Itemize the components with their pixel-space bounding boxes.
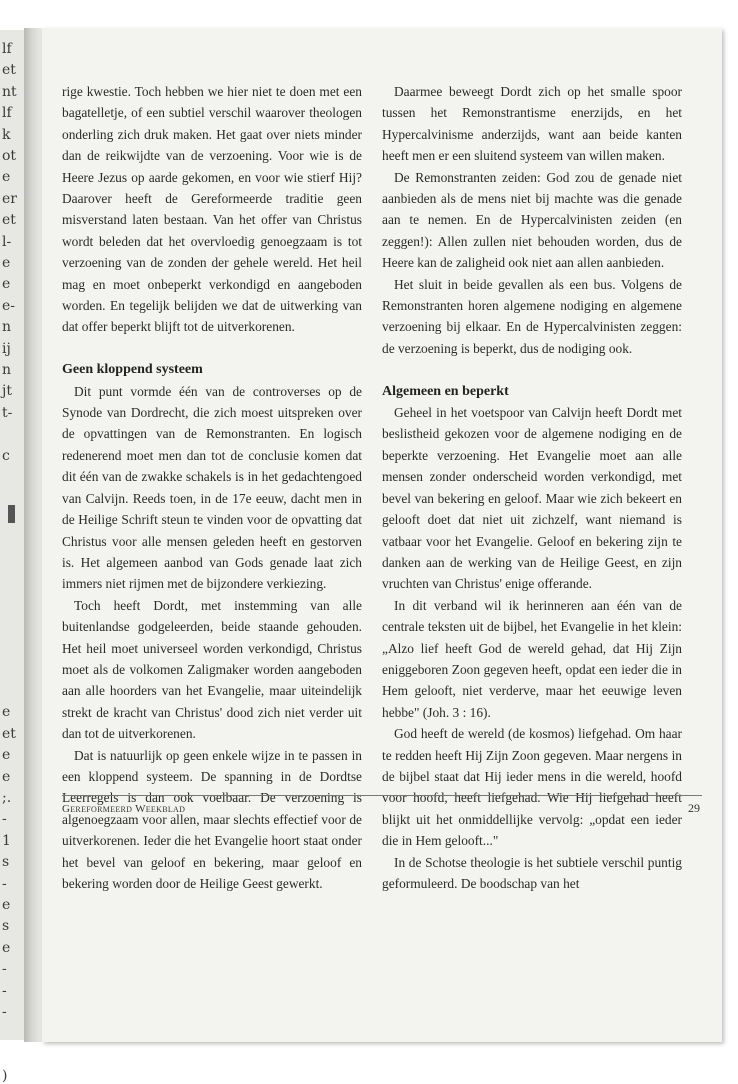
body-paragraph: Daarmee beweegt Dordt zich op het smalle spoor tussen het Remonstrantisme enerzijds, en het Hypercalvinisme anderzijds, want aan beide kanten heeft men er een sluitend systeem van willen maken. <box>382 84 682 164</box>
previous-page-text-fragment: ot <box>2 148 17 164</box>
previous-page-text-fragment: jt <box>2 383 12 400</box>
previous-page-text-fragment: l- <box>2 233 12 250</box>
publication-name: Gereformeerd Weekblad <box>62 803 186 815</box>
body-paragraph: Dat is natuurlijk op geen enkele wijze in te passen in een kloppend systeem. De spanning in de Dordtse Leerregels is dan ook voelbaar. De verzoening is algenoegzaam voor allen, maar slechts effectief voor de uitverkorenen. Ieder die het Evangelie hoort staat onder het bevel van geloof en bekering, maar geloof en bekering worden door de Heilige Geest gewerkt. <box>62 747 362 892</box>
previous-page-text-fragment: e <box>2 768 11 785</box>
previous-page-text-fragment: t- <box>2 404 13 421</box>
section-heading-algemeen-en-beperkt: Algemeen en beperkt <box>382 383 509 399</box>
previous-page-text-fragment: er <box>2 190 17 207</box>
previous-page-text-fragment: lf <box>2 105 12 122</box>
previous-page-text-fragment: s <box>2 854 10 871</box>
opening-paragraph: rige kwestie. Toch hebben we hier niet te doen met een bagatelletje, of een subtiel verschil waarover theologen onderling zich druk maken. Het gaat over niets minder dan de reikwijdte van de verzoening. Voor wie is de Heere Jezus op aarde gekomen, en voor wie stierf Hij? Daarover heeft de Gereformeerde traditie geen misverstand laten bestaan. Van het offer van Christus wordt beleden dat het overvloedig genoegzaam is tot verzoening van de zonden der gehele wereld. Het heil mag en moet onbeperkt verkondigd en aangeboden worden. En tegelijk belijden we dat de uitwerking van dat offer beperkt blijft tot de uitverkorenen. <box>62 84 362 335</box>
body-paragraph: Het sluit in beide gevallen als een bus. Volgens de Remonstranten horen algemene nodiging en algemene verzoening bij elkaar. En de Hypercalvinisten zeggen: de verzoening is beperkt, dus de nodiging ook. <box>382 276 682 356</box>
previous-page-text-fragment: - <box>2 1004 7 1020</box>
previous-page-text-fragment: - <box>2 982 7 999</box>
previous-page-text-fragment: et <box>2 212 16 229</box>
previous-page-text-fragment: ;. <box>2 790 12 806</box>
previous-page-text-fragment: c <box>2 447 10 464</box>
previous-page-text-fragment: e <box>2 939 11 956</box>
body-paragraph: Geheel in het voetspoor van Calvijn heeft Dordt met beslistheid gekozen voor de algemene nodiging en de beperkte verzoening. Het Evangelie moet aan alle mensen zonder onderscheid worden verkondigd, met bevel van bekering en geloof. Maar wie zich bekeert en gelooft doet dat niet uit zichzelf, want niemand is vatbaar voor het Evangelie. Geloof en bekering zijn te danken aan de werking van de Heilige Geest, en zijn vruchten van Christus' enige offerande. <box>382 405 682 592</box>
previous-page-text-fragment: e- <box>2 297 16 314</box>
magazine-page <box>42 28 722 1042</box>
body-paragraph: Dit punt vormde één van de controverses op de Synode van Dordrecht, die zich moest uitspreken over de opvattingen van de Remonstranten. En logisch redenerend moet men dan tot de conclusie komen dat dit één van de zwakke schakels is in het gedachtengoed van Calvijn. Reeds toen, in de 17e eeuw, dacht men in de Heilige Schrift steun te vinden voor de opvatting dat Christus voor alle mensen geleden heeft en gestorven is. Het algemeen aanbod van Gods genade laat zich immers niet rijmen met de bijzondere verkiezing. <box>62 383 362 592</box>
previous-page-text-fragment: lf <box>2 41 12 57</box>
previous-page-edge <box>0 30 24 1084</box>
previous-page-text-fragment: ) <box>2 1068 8 1084</box>
footer-rule <box>62 795 702 796</box>
previous-page-text-fragment: n <box>2 319 12 336</box>
body-paragraph: De Remonstranten zeiden: God zou de genade niet aanbieden als de mens niet bij machte was die genade aan te nemen. En de Hypercalvinisten zeiden (en zeggen!): Allen zullen niet behouden worden, dus de Heere kan de zaligheid ook niet aan allen aanbieden. <box>382 169 682 271</box>
margin-mark <box>8 505 15 523</box>
book-gutter <box>24 28 44 1042</box>
previous-page-text-fragment: e <box>2 897 11 913</box>
previous-page-text-fragment: 1 <box>2 832 11 849</box>
previous-page-text-fragment: et <box>2 725 16 742</box>
left-column <box>62 81 362 894</box>
previous-page-text-fragment: et <box>2 62 16 79</box>
section-heading-geen-kloppend-systeem: Geen kloppend systeem <box>62 362 203 378</box>
previous-page-text-fragment: e <box>2 255 11 271</box>
previous-page-text-fragment: e <box>2 704 11 721</box>
previous-page-text-fragment: k <box>2 126 11 143</box>
body-paragraph: God heeft de wereld (de kosmos) liefgehad. Om haar te redden heeft Hij Zijn Zoon gegeven. Maar nergens in de bijbel staat dat Hij ieder mens in die wereld, hoofd voor hoofd, heeft liefgehad. Wie Hij liefgehad heeft blijkt uit het onmiddellijke vervolg: „opdat een ieder die in Hem gelooft..." <box>382 726 682 849</box>
right-column <box>382 81 682 894</box>
previous-page-text-fragment: ij <box>2 340 11 357</box>
previous-page-text-fragment: - <box>2 961 7 978</box>
page-number: 29 <box>688 801 700 815</box>
previous-page-text-fragment: e <box>2 747 11 764</box>
body-paragraph: In de Schotse theologie is het subtiele verschil puntig geformuleerd. De boodschap van het <box>382 854 682 892</box>
previous-page-text-fragment: - <box>2 811 7 828</box>
previous-page-text-fragment: n <box>2 362 12 378</box>
previous-page-text-fragment: s <box>2 918 10 935</box>
previous-page-text-fragment: e <box>2 276 11 293</box>
body-paragraph: Toch heeft Dordt, met instemming van alle buitenlandse godgeleerden, beide staande gehouden. Het heil moet universeel worden verkondigd, Christus moet als de volkomen Zaligmaker worden aangeboden aan alle hoorders van het Evangelie, maar uiteindelijk strekt de kracht van Christus' dood zich niet verder uit dan tot de uitverkorenen. <box>62 597 362 742</box>
body-paragraph: In dit verband wil ik herinneren aan één van de centrale teksten uit de bijbel, het Evangelie in het klein: „Alzo lief heeft God de wereld gehad, dat Hij Zijn eniggeboren Zoon gegeven heeft, opdat een ieder die in Hem gelooft, niet verderve, maar het eeuwige leven hebbe" (Joh. 3 : 16). <box>382 597 682 720</box>
previous-page-text-fragment: - <box>2 875 7 892</box>
previous-page-text-fragment: e <box>2 169 11 186</box>
previous-page-text-fragment: nt <box>2 83 17 100</box>
